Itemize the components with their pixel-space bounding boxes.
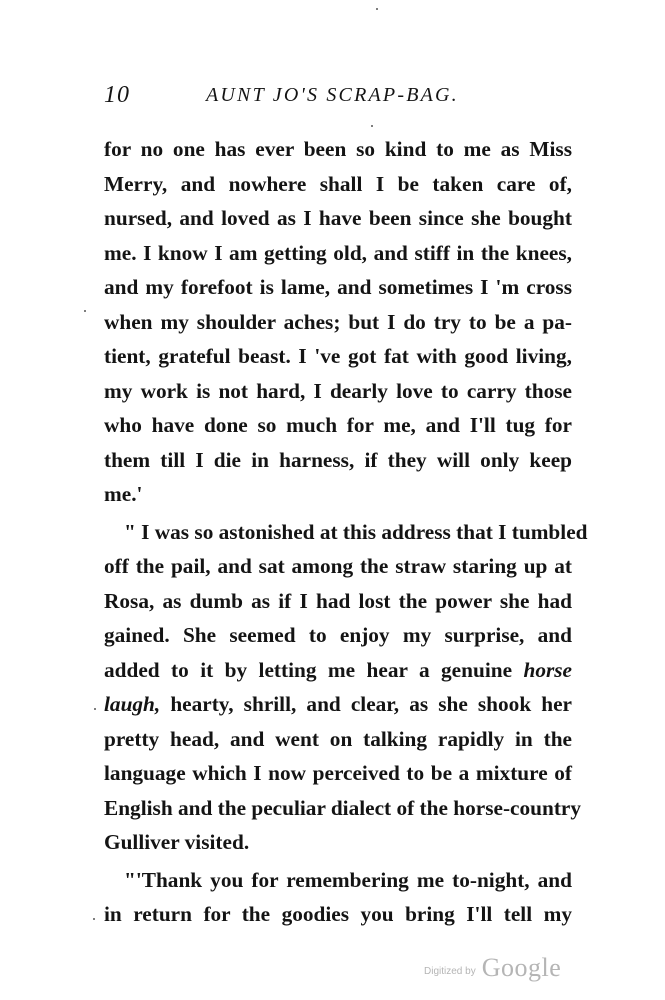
text-line: Rosa, as dumb as if I had lost the power she had <box>104 588 572 613</box>
text-line: in return for the goodies you bring I'll tell my <box>104 902 572 926</box>
text-line: Merry, and nowhere shall I be taken care of, <box>104 171 572 196</box>
text-line: when my shoulder aches; but I do try to be a pa- <box>104 309 572 334</box>
running-title: AUNT JO'S SCRAP-BAG. <box>206 84 459 106</box>
text-line: English and the peculiar dialect of the horse-country <box>104 795 582 820</box>
text-line: pretty head, and went on talking rapidly in the <box>104 726 572 751</box>
text-line: them till I die in harness, if they will only keep <box>104 447 572 472</box>
text-line: me.' <box>104 482 143 506</box>
text-run: added to it by letting me hear a genuine <box>104 657 524 682</box>
text-line: gained. She seemed to enjoy my surprise, and <box>104 623 572 647</box>
text-line-mixed <box>104 653 572 688</box>
page-header <box>104 82 574 112</box>
page-number: 10 <box>104 82 130 108</box>
text-line: nursed, and loved as I have been since she bought <box>104 206 572 230</box>
text-line: who have done so much for me, and I'll tug for <box>104 413 572 437</box>
scan-speck <box>93 918 95 920</box>
digitized-watermark <box>424 953 561 983</box>
body-text <box>104 132 588 932</box>
text-line: and my forefoot is lame, and sometimes I 'm cross <box>104 275 572 299</box>
text-line: Gulliver visited. <box>104 830 250 854</box>
text-line: language which I now perceived to be a mixture of <box>104 761 572 785</box>
watermark-prefix: Digitized by <box>424 966 476 977</box>
scan-speck <box>84 310 86 312</box>
text-line-mixed <box>104 687 572 722</box>
text-line: tient, grateful beast. I 've got fat with good living, <box>104 344 572 368</box>
text-line: off the pail, and sat among the straw staring up at <box>104 554 572 578</box>
italic-word: laugh, <box>104 692 161 716</box>
scan-speck <box>94 708 96 710</box>
text-line: my work is not hard, I dearly love to carry those <box>104 378 572 403</box>
scan-speck <box>376 8 378 10</box>
text-line: "'Thank you for remembering me to-night, and <box>124 867 572 892</box>
italic-word: horse <box>523 657 572 682</box>
google-logo: Google <box>481 953 562 982</box>
text-line: for no one has ever been so kind to me as Miss <box>104 137 572 161</box>
text-line: me. I know I am getting old, and stiff in the knees, <box>104 240 572 265</box>
text-line: " I was so astonished at this address that I tumbled <box>124 519 588 544</box>
text-run: hearty, shrill, and clear, as she shook her <box>160 692 572 716</box>
scan-speck <box>371 125 373 127</box>
